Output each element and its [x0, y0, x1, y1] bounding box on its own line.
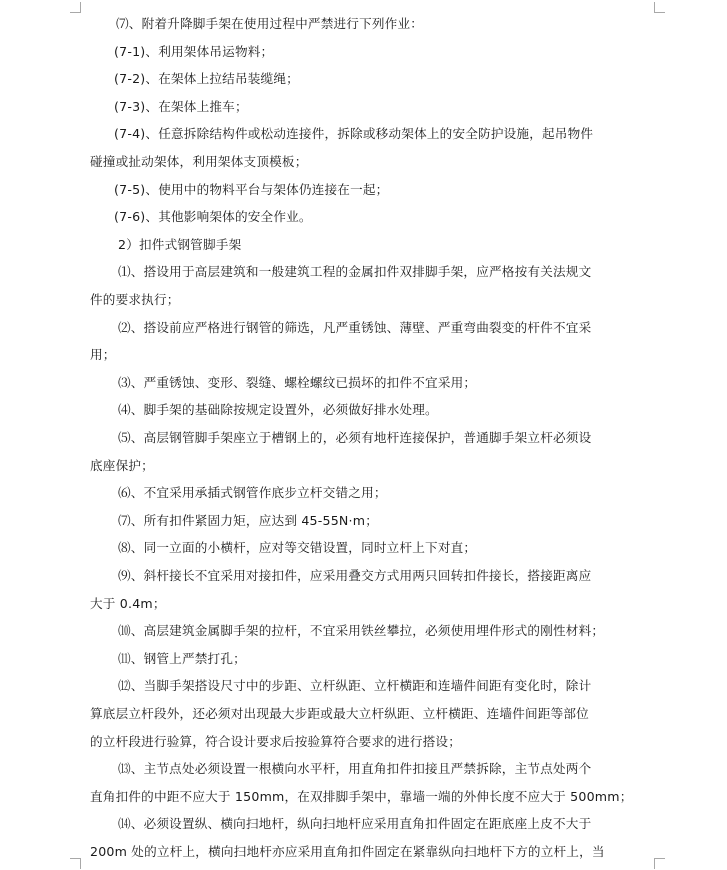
paragraph-line: 大于 0.4m； — [90, 596, 166, 611]
paragraph-line: ⑺、附着升降脚手架在使用过程中严禁进行下列作业： — [116, 16, 424, 31]
paragraph-line: (7-2)、在架体上拉结吊装缆绳； — [114, 71, 299, 86]
paragraph-line: ⒀、主节点处必须设置一根横向水平杆，用直角扣件扣接且严禁拆除，主节点处两个 — [118, 761, 592, 776]
paragraph-line: ⑺、所有扣件紧固力矩，应达到 45-55N·m； — [118, 513, 378, 528]
paragraph-line: ⑵、搭设前应严格进行钢管的筛选，凡严重锈蚀、薄壁、严重弯曲裂变的杆件不宜采 — [118, 320, 592, 335]
paragraph-line: 200m 处的立杆上，横向扫地杆亦应采用直角扣件固定在紧靠纵向扫地杆下方的立杆上，当 — [90, 844, 605, 859]
paragraph-line: ⑻、同一立面的小横杆，应对等交错设置，同时立杆上下对直； — [118, 540, 477, 555]
paragraph-line: 算底层立杆段外，还必须对出现最大步距或最大立杆纵距、立杆横距、连墙件间距等部位 — [90, 706, 589, 721]
margin-corner-mark — [654, 858, 665, 869]
paragraph-line: (7-5)、使用中的物料平台与架体仍连接在一起； — [114, 182, 389, 197]
paragraph-line: ⑴、搭设用于高层建筑和一般建筑工程的金属扣件双排脚手架，应严格按有关法规文 — [118, 264, 592, 279]
paragraph-line: ⒁、必须设置纵、横向扫地杆，纵向扫地杆应采用直角扣件固定在距底座上皮不大于 — [118, 816, 592, 831]
paragraph-line: ⑸、高层钢管脚手架座立于槽钢上的，必须有地杆连接保护，普通脚手架立杆必须设 — [118, 430, 592, 445]
paragraph-line: (7-3)、在架体上推车； — [114, 99, 248, 114]
paragraph-line: ⑾、钢管上严禁打孔； — [118, 651, 246, 666]
paragraph-line: 碰撞或扯动架体，利用架体支顶模板； — [90, 154, 308, 169]
paragraph-line: (7-6)、其他影响架体的安全作业。 — [114, 209, 312, 224]
paragraph-line: ⑼、斜杆接长不宜采用对接扣件，应采用叠交方式用两只回转扣件接长，搭接距离应 — [118, 568, 592, 583]
margin-corner-mark — [70, 2, 81, 13]
paragraph-line: (7-1)、利用架体吊运物料； — [114, 44, 274, 59]
paragraph-line: 件的要求执行； — [90, 292, 180, 307]
margin-corner-mark — [70, 858, 81, 869]
section-heading: 2）扣件式钢管脚手架 — [118, 237, 242, 252]
paragraph-line: ⑷、脚手架的基础除按规定设置外，必须做好排水处理。 — [118, 402, 438, 417]
paragraph-line: ⑹、不宜采用承插式钢管作底步立杆交错之用； — [118, 485, 387, 500]
paragraph-line: 用； — [90, 347, 116, 362]
paragraph-line: (7-4)、任意拆除结构件或松动连接件，拆除或移动架体上的安全防护设施，起吊物件 — [114, 126, 594, 141]
paragraph-line: 的立杆段进行验算，符合设计要求后按验算符合要求的进行搭设； — [90, 734, 462, 749]
paragraph-line: ⑽、高层建筑金属脚手架的拉杆，不宜采用铁丝攀拉，必须使用埋件形式的刚性材料； — [118, 623, 605, 638]
paragraph-line: 直角扣件的中距不应大于 150mm，在双排脚手架中，靠墙一端的外伸长度不应大于 500mm； — [90, 789, 633, 804]
margin-corner-mark — [654, 2, 665, 13]
paragraph-line: ⑶、严重锈蚀、变形、裂缝、螺栓螺纹已损坏的扣件不宜采用； — [118, 375, 477, 390]
paragraph-line: 底座保护； — [90, 458, 154, 473]
paragraph-line: ⑿、当脚手架搭设尺寸中的步距、立杆纵距、立杆横距和连墙件间距有变化时，除计 — [118, 678, 592, 693]
